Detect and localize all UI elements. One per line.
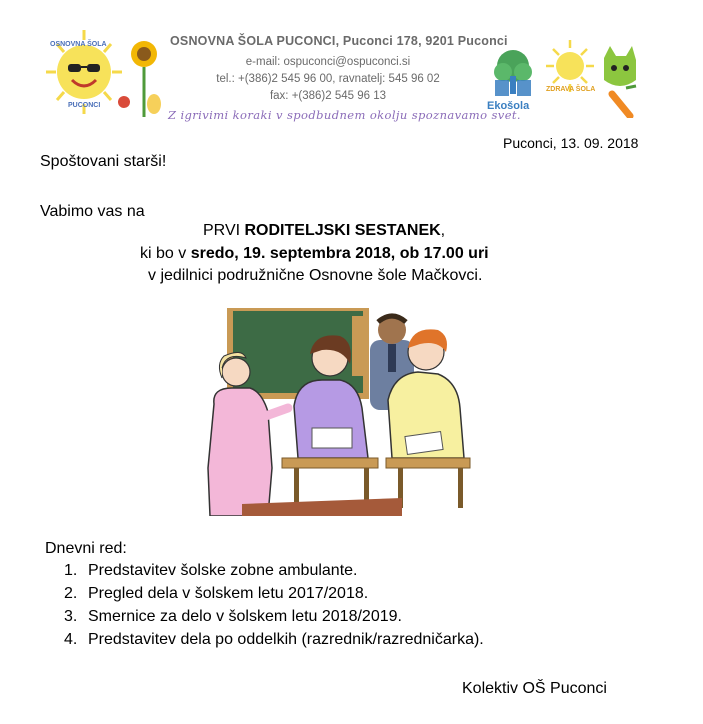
school-motto: Z igrivimi koraki v spodbudnem okolju spoznavamo svet. (168, 108, 521, 122)
meeting-datetime: sredo, 19. septembra 2018, ob 17.00 uri (190, 245, 489, 262)
agenda-item-text: Smernice za delo v šolskem letu 2018/2019. (88, 608, 402, 625)
school-logo (42, 22, 167, 122)
school-logo-text-top: OSNOVNA ŠOLA (50, 41, 107, 48)
ekosola-label: Ekošola (487, 100, 530, 112)
greeting: Spoštovani starši! (40, 153, 167, 170)
agenda-item-number: 3. (64, 608, 78, 625)
agenda-title: Dnevni red: (45, 540, 127, 557)
agenda-item (64, 628, 484, 651)
meeting-title: RODITELJSKI SESTANEK (244, 222, 441, 239)
agenda-item (64, 582, 484, 605)
zdrava-sola-logo (540, 36, 640, 118)
invite-line-3-prefix: ki bo v (140, 245, 191, 262)
school-name: OSNOVNA ŠOLA PUCONCI, Puconci 178, 9201 Puconci (170, 34, 508, 48)
invite-line-1: Vabimo vas na (40, 203, 145, 220)
agenda-item-text: Predstavitev dela po oddelkih (razrednik/razredničarka). (88, 631, 484, 648)
agenda-item-number: 4. (64, 631, 78, 648)
agenda-item-text: Predstavitev šolske zobne ambulante. (88, 562, 358, 579)
sun-icon (546, 40, 594, 92)
invite-line-4: v jedilnici podružnične Osnovne šole Mačkovci. (148, 267, 483, 284)
letter-date: Puconci, 13. 09. 2018 (503, 135, 639, 151)
invite-line-3 (140, 245, 489, 263)
zdrava-sola-label: ZDRAVA ŠOLA (546, 86, 596, 93)
sunflower-icon (118, 41, 161, 117)
meeting-illustration (202, 308, 476, 516)
desk-icon (242, 458, 470, 516)
cat-mascot-icon (604, 46, 636, 116)
school-email: e-mail: ospuconci@ospuconci.si (245, 56, 411, 68)
invite-line-2-prefix: PRVI (203, 222, 245, 239)
school-phone: tel.: +(386)2 545 96 00, ravnatelj: 545 96 02 (216, 73, 440, 85)
school-fax: fax: +(386)2 545 96 13 (269, 90, 387, 102)
agenda-item-number: 1. (64, 562, 78, 579)
signature: Kolektiv OŠ Puconci (462, 680, 607, 697)
school-logo-text-bottom: PUCONCI (68, 102, 101, 109)
agenda-item-text: Pregled dela v šolskem letu 2017/2018. (88, 585, 369, 602)
ekosola-logo (485, 42, 541, 116)
agenda-item (64, 605, 484, 628)
tree-icon (494, 50, 532, 96)
invite-line-2-suffix: , (440, 222, 446, 239)
agenda-item-number: 2. (64, 585, 78, 602)
agenda-item (64, 559, 484, 582)
agenda-list (64, 559, 484, 651)
invite-line-2 (203, 222, 445, 240)
